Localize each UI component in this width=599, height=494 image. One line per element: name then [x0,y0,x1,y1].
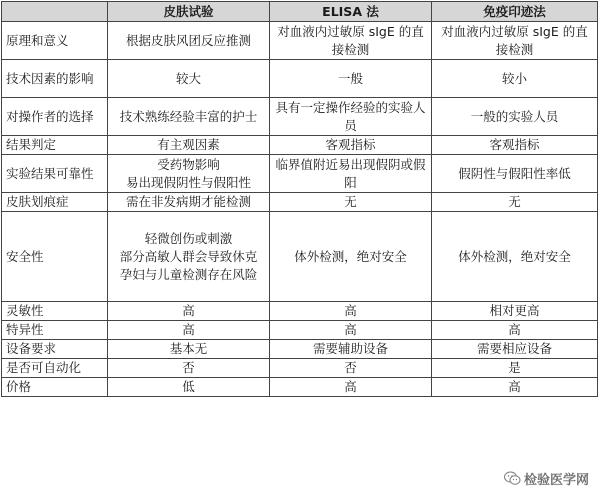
table-cell: 高 [108,302,270,321]
table-cell: 假阴性与假阳性率低 [432,155,598,193]
table-cell: 一般的实验人员 [432,98,598,136]
table-cell: 较大 [108,60,270,98]
table-row [2,340,598,359]
table-cell: 对血液内过敏原 sIgE 的直接检测 [270,22,432,60]
table-cell: 对血液内过敏原 sIgE 的直接检测 [432,22,598,60]
table-row [2,193,598,212]
row-label: 是否可自动化 [2,359,108,378]
row-label: 特异性 [2,321,108,340]
table-cell: 无 [432,193,598,212]
table-cell: 有主观因素 [108,136,270,155]
table-body [2,22,598,397]
row-label: 实验结果可靠性 [2,155,108,193]
table-cell: 高 [270,378,432,397]
table-row [2,359,598,378]
table-cell: 需在非发病期才能检测 [108,193,270,212]
table-cell: 低 [108,378,270,397]
table-cell: 体外检测，绝对安全 [270,212,432,302]
row-label: 对操作者的选择 [2,98,108,136]
watermark-text: 检验医学网 [523,473,589,488]
table-cell: 是 [432,359,598,378]
table-cell: 需要辅助设备 [270,340,432,359]
row-label: 安全性 [2,212,108,302]
table-cell: 高 [432,378,598,397]
table-cell: 较小 [432,60,598,98]
row-label: 灵敏性 [2,302,108,321]
table-cell: 高 [270,302,432,321]
table-row [2,22,598,60]
table-row [2,155,598,193]
header-elisa: ELISA 法 [270,2,432,22]
table-cell: 技术熟练经验丰富的护士 [108,98,270,136]
row-label: 结果判定 [2,136,108,155]
table-row [2,98,598,136]
row-label: 价格 [2,378,108,397]
table-cell: 具有一定操作经验的实验人员 [270,98,432,136]
row-label: 皮肤划痕症 [2,193,108,212]
comparison-table-wrapper [1,1,598,397]
header-skin-test: 皮肤试验 [108,2,270,22]
table-cell: 高 [432,321,598,340]
header-corner [2,2,108,22]
table-row [2,302,598,321]
table-cell: 高 [270,321,432,340]
row-label: 设备要求 [2,340,108,359]
table-cell: 受药物影响 易出现假阴性与假阳性 [108,155,270,193]
table-cell: 否 [270,359,432,378]
table-header-row [2,2,598,22]
table-cell: 根据皮肤风团反应推测 [108,22,270,60]
table-cell: 否 [108,359,270,378]
table-row [2,136,598,155]
table-row [2,60,598,98]
comparison-table [1,1,598,397]
table-cell: 轻微创伤或刺激 部分高敏人群会导致休克 孕妇与儿童检测存在风险 [108,212,270,302]
watermark [504,469,589,488]
table-cell: 基本无 [108,340,270,359]
table-row [2,212,598,302]
table-cell: 需要相应设备 [432,340,598,359]
table-cell: 客观指标 [270,136,432,155]
header-immunoblot: 免疫印迹法 [432,2,598,22]
row-label: 技术因素的影响 [2,60,108,98]
table-cell: 一般 [270,60,432,98]
table-row [2,378,598,397]
table-cell: 无 [270,193,432,212]
table-cell: 高 [108,321,270,340]
table-cell: 相对更高 [432,302,598,321]
wechat-icon [504,471,521,486]
table-row [2,321,598,340]
table-cell: 体外检测，绝对安全 [432,212,598,302]
row-label: 原理和意义 [2,22,108,60]
table-cell: 临界值附近易出现假阴或假阳 [270,155,432,193]
table-cell: 客观指标 [432,136,598,155]
